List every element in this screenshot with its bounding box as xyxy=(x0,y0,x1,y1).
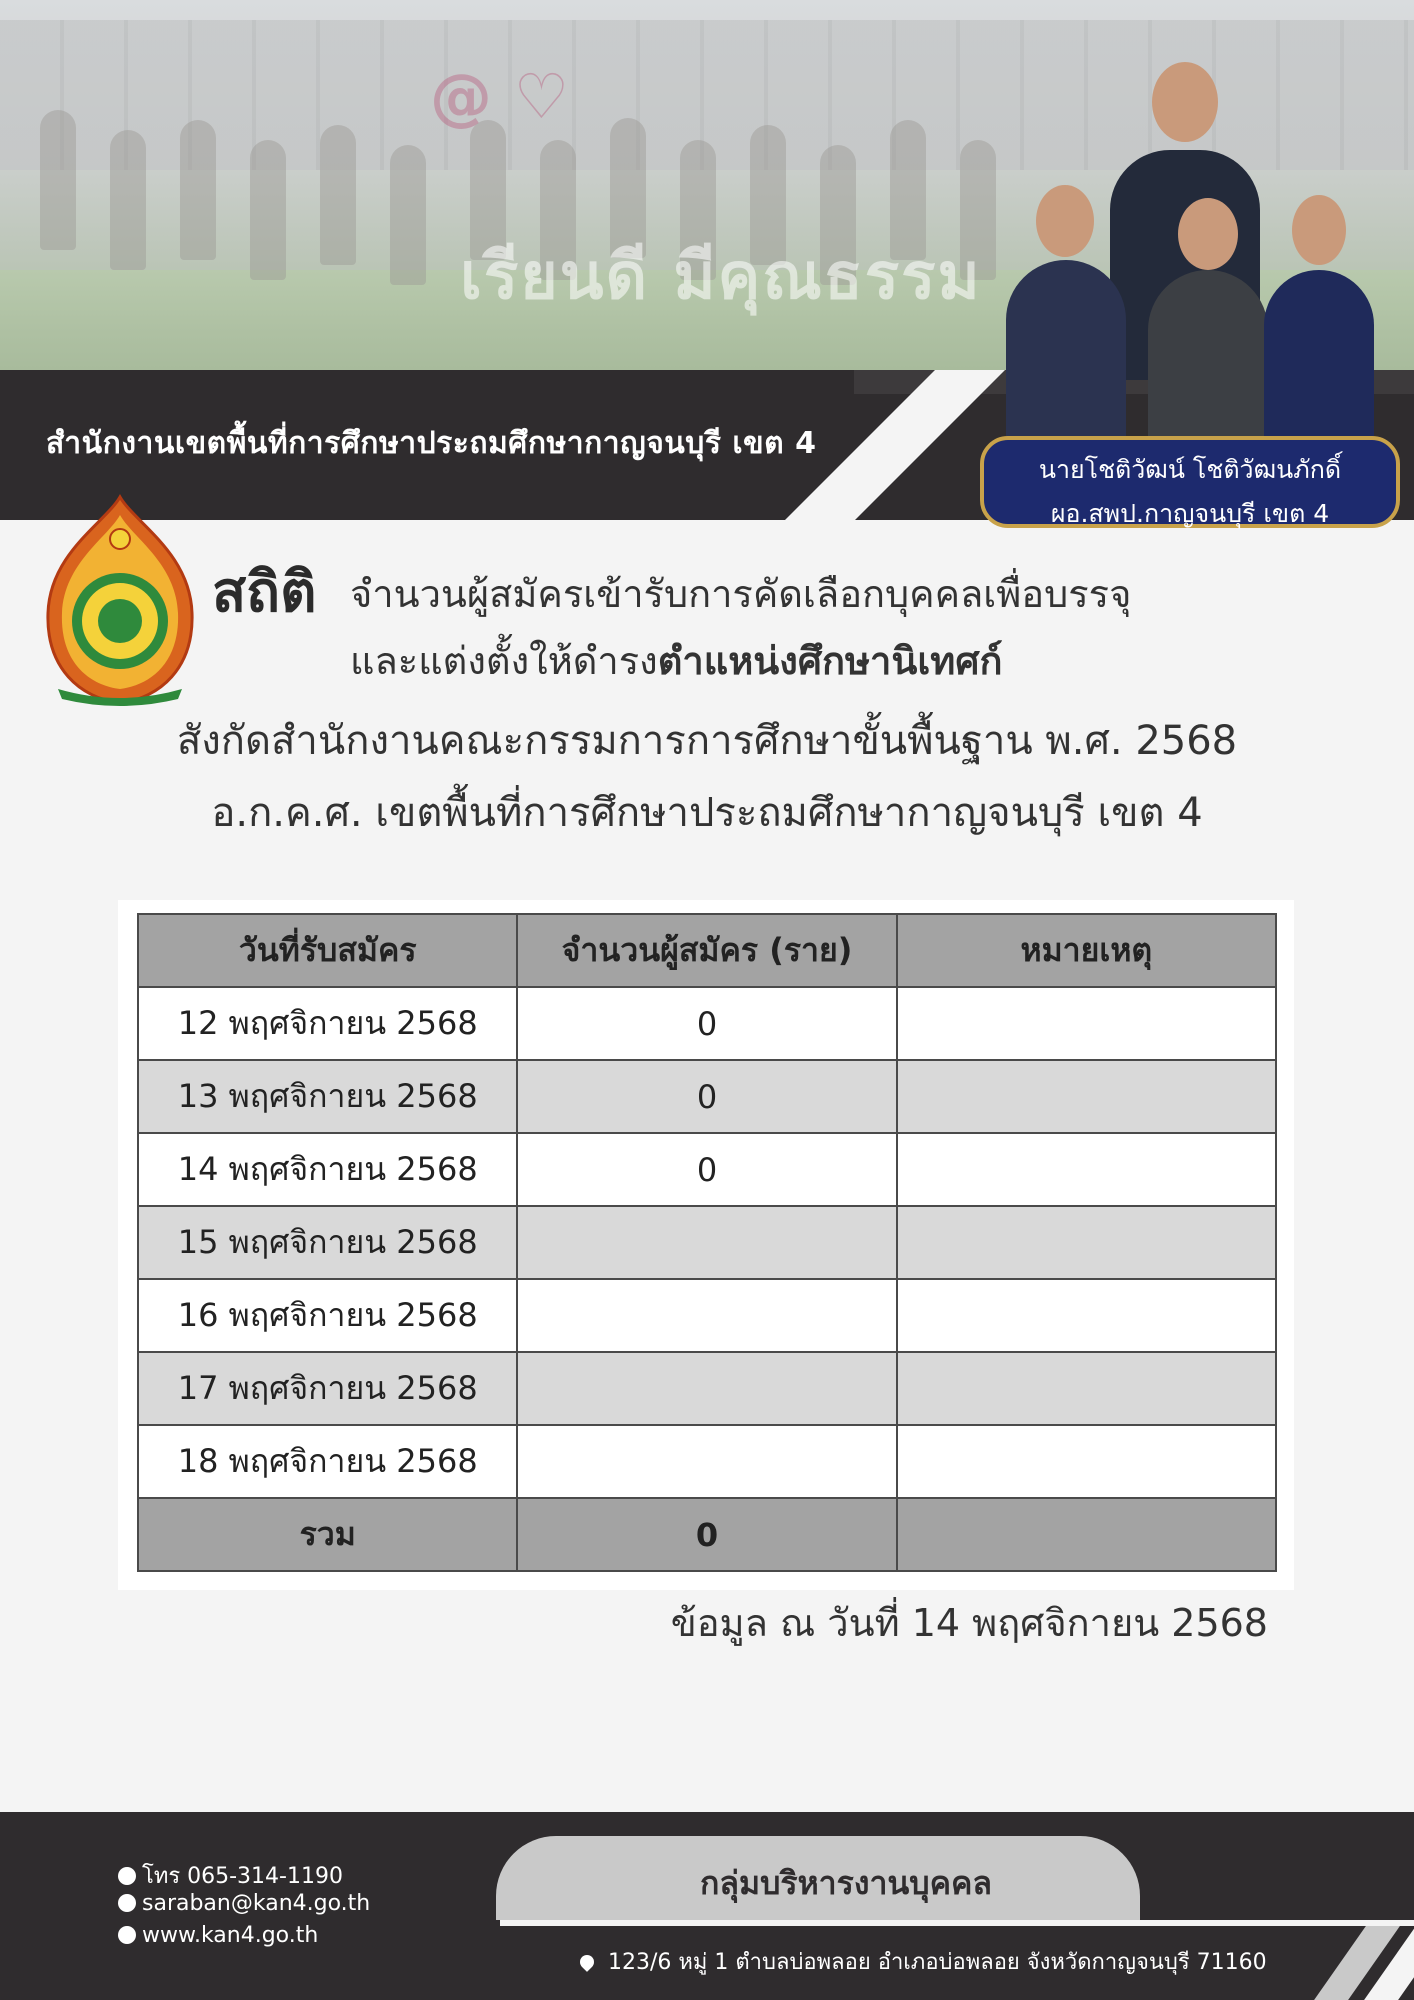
data-as-of-date: ข้อมูล ณ วันที่ 14 พฤศจิกายน 2568 xyxy=(670,1601,1268,1645)
cell-count xyxy=(517,1425,896,1498)
director-portraits xyxy=(1000,60,1400,440)
director-position: ผอ.สพป.กาญจนบุรี เขต 4 xyxy=(1050,499,1330,528)
table-row xyxy=(138,1279,1276,1352)
cell-remark xyxy=(897,1425,1276,1498)
cell-date: 15 พฤศจิกายน 2568 xyxy=(138,1206,517,1279)
cell-count: 0 xyxy=(517,1060,896,1133)
contact-email[interactable] xyxy=(118,1891,370,1916)
cell-date: 16 พฤศจิกายน 2568 xyxy=(138,1279,517,1352)
table-row xyxy=(138,1425,1276,1498)
title-position-name: ตำแหน่งศึกษานิเทศก์ xyxy=(657,639,1003,683)
title-stat-word: สถิติ xyxy=(212,560,317,625)
director-name: นายโชติวัฒน์ โชติวัฒนภักดิ์ xyxy=(1038,455,1342,484)
header-date: วันที่รับสมัคร xyxy=(138,914,517,987)
cell-remark xyxy=(897,1206,1276,1279)
cell-date: 12 พฤศจิกายน 2568 xyxy=(138,987,517,1060)
table-row xyxy=(138,1206,1276,1279)
cell-date: 18 พฤศจิกายน 2568 xyxy=(138,1425,517,1498)
cell-count xyxy=(517,1279,896,1352)
website-text[interactable]: www.kan4.go.th xyxy=(142,1923,319,1948)
banner-sign: เรียนดี มีคุณธรรม xyxy=(460,240,982,314)
cell-date: 14 พฤศจิกายน 2568 xyxy=(138,1133,517,1206)
email-icon xyxy=(118,1894,136,1912)
cell-date: 13 พฤศจิกายน 2568 xyxy=(138,1060,517,1133)
cell-remark xyxy=(897,987,1276,1060)
cell-count xyxy=(517,1206,896,1279)
table-row xyxy=(138,987,1276,1060)
contact-website[interactable] xyxy=(118,1923,318,1948)
total-count: 0 xyxy=(517,1498,896,1571)
banner-logo-text: @ ♡ xyxy=(430,60,570,133)
footer-department: กลุ่มบริหารงานบุคคล xyxy=(699,1864,993,1902)
cell-count: 0 xyxy=(517,987,896,1060)
contact-phone xyxy=(118,1858,343,1893)
cell-remark xyxy=(897,1279,1276,1352)
address-text: 123/6 หมู่ 1 ตำบลบ่อพลอย อำเภอบ่อพลอย จังหวัดกาญจนบุรี 71160 xyxy=(608,1950,1267,1975)
title-line-3: สังกัดสำนักงานคณะกรรมการการศึกษาขั้นพื้นฐาน พ.ศ. 2568 xyxy=(176,718,1238,764)
phone-text: โทร 065-314-1190 xyxy=(142,1864,343,1889)
title-line-4: อ.ก.ค.ศ. เขตพื้นที่การศึกษาประถมศึกษากาญจนบุรี เขต 4 xyxy=(211,790,1203,836)
header-count: จำนวนผู้สมัคร (ราย) xyxy=(517,914,896,987)
footer-address xyxy=(580,1944,1267,1979)
table-row xyxy=(138,1060,1276,1133)
table-total-row xyxy=(138,1498,1276,1571)
cell-count: 0 xyxy=(517,1133,896,1206)
total-label: รวม xyxy=(138,1498,517,1571)
table-row xyxy=(138,1352,1276,1425)
table-row xyxy=(138,1133,1276,1206)
director-badge xyxy=(980,436,1400,528)
globe-icon xyxy=(118,1926,136,1944)
location-pin-icon xyxy=(577,1952,597,1972)
table-header-row xyxy=(138,914,1276,987)
cell-remark xyxy=(897,1352,1276,1425)
cell-date: 17 พฤศจิกายน 2568 xyxy=(138,1352,517,1425)
phone-icon xyxy=(118,1867,136,1885)
title-line-2-prefix: และแต่งตั้งให้ดำรง xyxy=(350,639,658,683)
cell-remark xyxy=(897,1060,1276,1133)
cell-remark xyxy=(897,1133,1276,1206)
obec-emblem-icon xyxy=(40,493,200,708)
cell-count xyxy=(517,1352,896,1425)
total-remark xyxy=(897,1498,1276,1571)
title-line-2 xyxy=(350,630,1002,691)
email-text[interactable]: saraban@kan4.go.th xyxy=(142,1891,371,1916)
office-title: สำนักงานเขตพื้นที่การศึกษาประถมศึกษากาญจนบุรี เขต 4 xyxy=(46,426,817,461)
applicant-stats-table xyxy=(137,913,1277,1572)
title-line-1: จำนวนผู้สมัครเข้ารับการคัดเลือกบุคคลเพื่อบรรจุ xyxy=(350,572,1132,616)
header-remark: หมายเหตุ xyxy=(897,914,1276,987)
